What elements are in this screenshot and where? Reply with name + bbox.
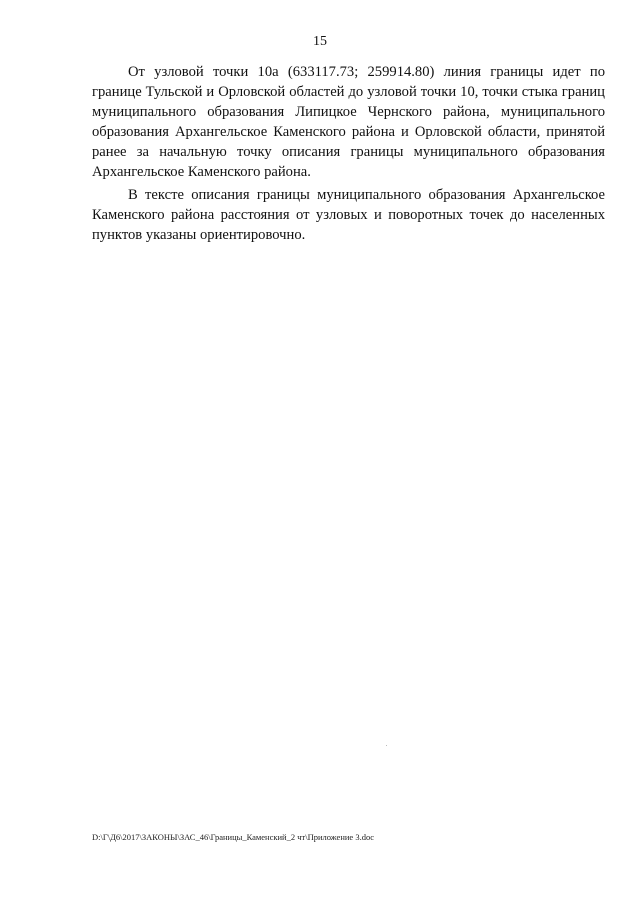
page-number: 15 <box>313 34 327 49</box>
paragraph-distance-note: В тексте описания границы муниципального образования Архангельское Каменского района расстояния от узловых и поворотных точек до населенных пунктов указаны ориентировочно. <box>92 187 605 243</box>
scan-speck <box>386 745 387 746</box>
paragraph-boundary-description: От узловой точки 10а (633117.73; 259914.80) линия границы идет по границе Тульской и Орловской областей до узловой точки 10, точки стыка границ муниципального образования Липицкое Чернского района, муниципального образования Архангельское Каменского района и Орловской области, принятой ранее за начальную точку описания границы муниципального образования Архангельское Каменского района. <box>92 64 605 180</box>
footer-file-path: D:\Г\Д6\2017\ЗАКОНЫ\ЗАС_46\Границы_Каменский_2 чт\Приложение 3.doc <box>92 832 374 842</box>
